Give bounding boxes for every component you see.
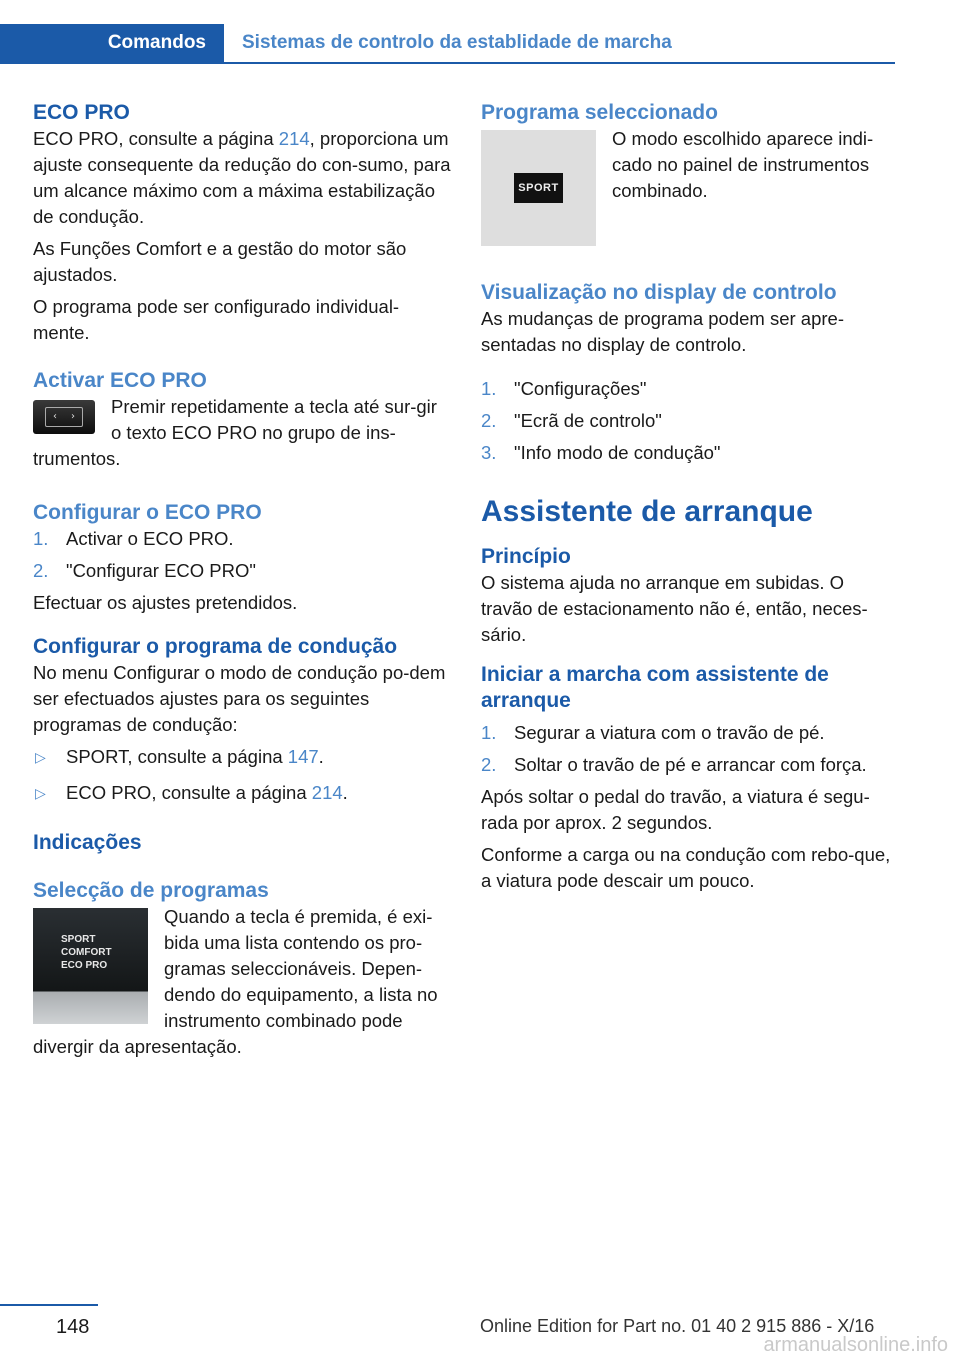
eco-pro-paragraph: ECO PRO, consulte a página 214, proporciona um ajuste consequente da redução do con-sumo, para um alcance máximo com a máxima estabilização de condução. [33,128,451,227]
release-brake-text: Após soltar o pedal do travão, a viatura é segu-rada por aprox. 2 segundos. [481,786,870,833]
config-after-text: Efectuar os ajustes pretendidos. [33,592,298,613]
page-header [0,24,895,64]
page-link-147[interactable]: 147 [287,746,319,767]
config-eco-heading: Configurar o ECO PRO [33,501,262,524]
driving-program-heading: Configurar o programa de condução [33,635,398,658]
display-heading: Visualização no display de controlo [481,281,837,304]
driving-mode-button-image [33,400,95,434]
triangle-bullet-icon: ▷ [35,785,46,801]
selected-program-heading: Programa seleccionado [481,101,718,124]
selected-program-block [481,126,899,252]
page-number: 148 [56,1316,90,1338]
list-item: 2. Soltar o travão de pé e arrancar com força. [481,754,867,775]
display-list [481,376,899,466]
sport-badge: SPORT [514,173,562,203]
activar-block [33,394,451,472]
starting-assistant-heading: Assistente de arranque [481,495,813,528]
display-text: As mudanças de programa podem ser apre-sentadas no display de controlo. [481,308,844,355]
triangle-bullet-icon: ▷ [35,749,46,765]
list-item: 2. "Configurar ECO PRO" [33,560,256,581]
program-list-image: SPORT COMFORT ECO PRO [33,908,148,1024]
eco-pro-heading: ECO PRO [33,101,130,124]
comfort-paragraph: As Funções Comfort e a gestão do motor são ajustados. [33,238,407,285]
activar-text: Premir repetidamente a tecla até sur-gir o texto ECO PRO no grupo de ins-trumentos. [33,396,437,469]
sport-indicator-image [481,130,596,246]
right-column [481,100,899,894]
principle-text: O sistema ajuda no arranque em subidas. O travão de estacionamento não é, então, neces-sário. [481,572,868,645]
configure-paragraph: O programa pode ser configurado individual-mente. [33,296,400,343]
driving-program-text: No menu Configurar o modo de condução po-dem ser efectuados ajustes para os seguintes programas de condução: [33,662,446,735]
selected-program-text: O modo escolhido aparece indi-cado no painel de instrumentos combinado. [612,128,874,201]
left-column [33,100,451,1060]
selection-block [33,904,451,1060]
list-item: 2. "Ecrã de controlo" [481,410,662,431]
chapter-title: Sistemas de controlo da establidade de marcha [242,32,672,53]
page-link-214[interactable]: 214 [311,782,343,803]
list-item: 1. Segurar a viatura com o travão de pé. [481,722,825,743]
rocker-switch-icon: ‹ › [45,407,83,427]
list-item: ▷ ECO PRO, consulte a página 214. [33,780,451,806]
start-driving-heading: Iniciar a marcha com assistente de arranque [481,663,829,712]
list-item: 3. "Info modo de condução" [481,442,721,463]
list-item: ▷ SPORT, consulte a página 147. [33,744,451,770]
watermark: armanualsonline.info [763,1334,948,1356]
page-number-rule [0,1304,98,1306]
list-item: 1. "Configurações" [481,378,647,399]
selection-heading: Selecção de programas [33,879,269,902]
principle-heading: Princípio [481,545,571,568]
edition-footer: Online Edition for Part no. 01 40 2 915 886 - X/16 [480,1316,875,1336]
list-item: 1. Activar o ECO PRO. [33,528,234,549]
selection-text: Quando a tecla é premida, é exi-bida uma lista contendo os pro-gramas seleccionáveis. Depen-dendo do equipamento, a lista no instrumento combinado pode divergir da apresentação. [33,906,438,1057]
start-driving-list [481,720,899,778]
config-list [33,526,451,584]
indicacoes-heading: Indicações [33,831,142,854]
page-link-214[interactable]: 214 [278,128,310,149]
section-tab[interactable]: Comandos [0,24,224,62]
program-list [33,744,451,806]
load-text: Conforme a carga ou na condução com rebo-que, a viatura pode descair um pouco. [481,844,891,891]
activar-heading: Activar ECO PRO [33,369,207,392]
